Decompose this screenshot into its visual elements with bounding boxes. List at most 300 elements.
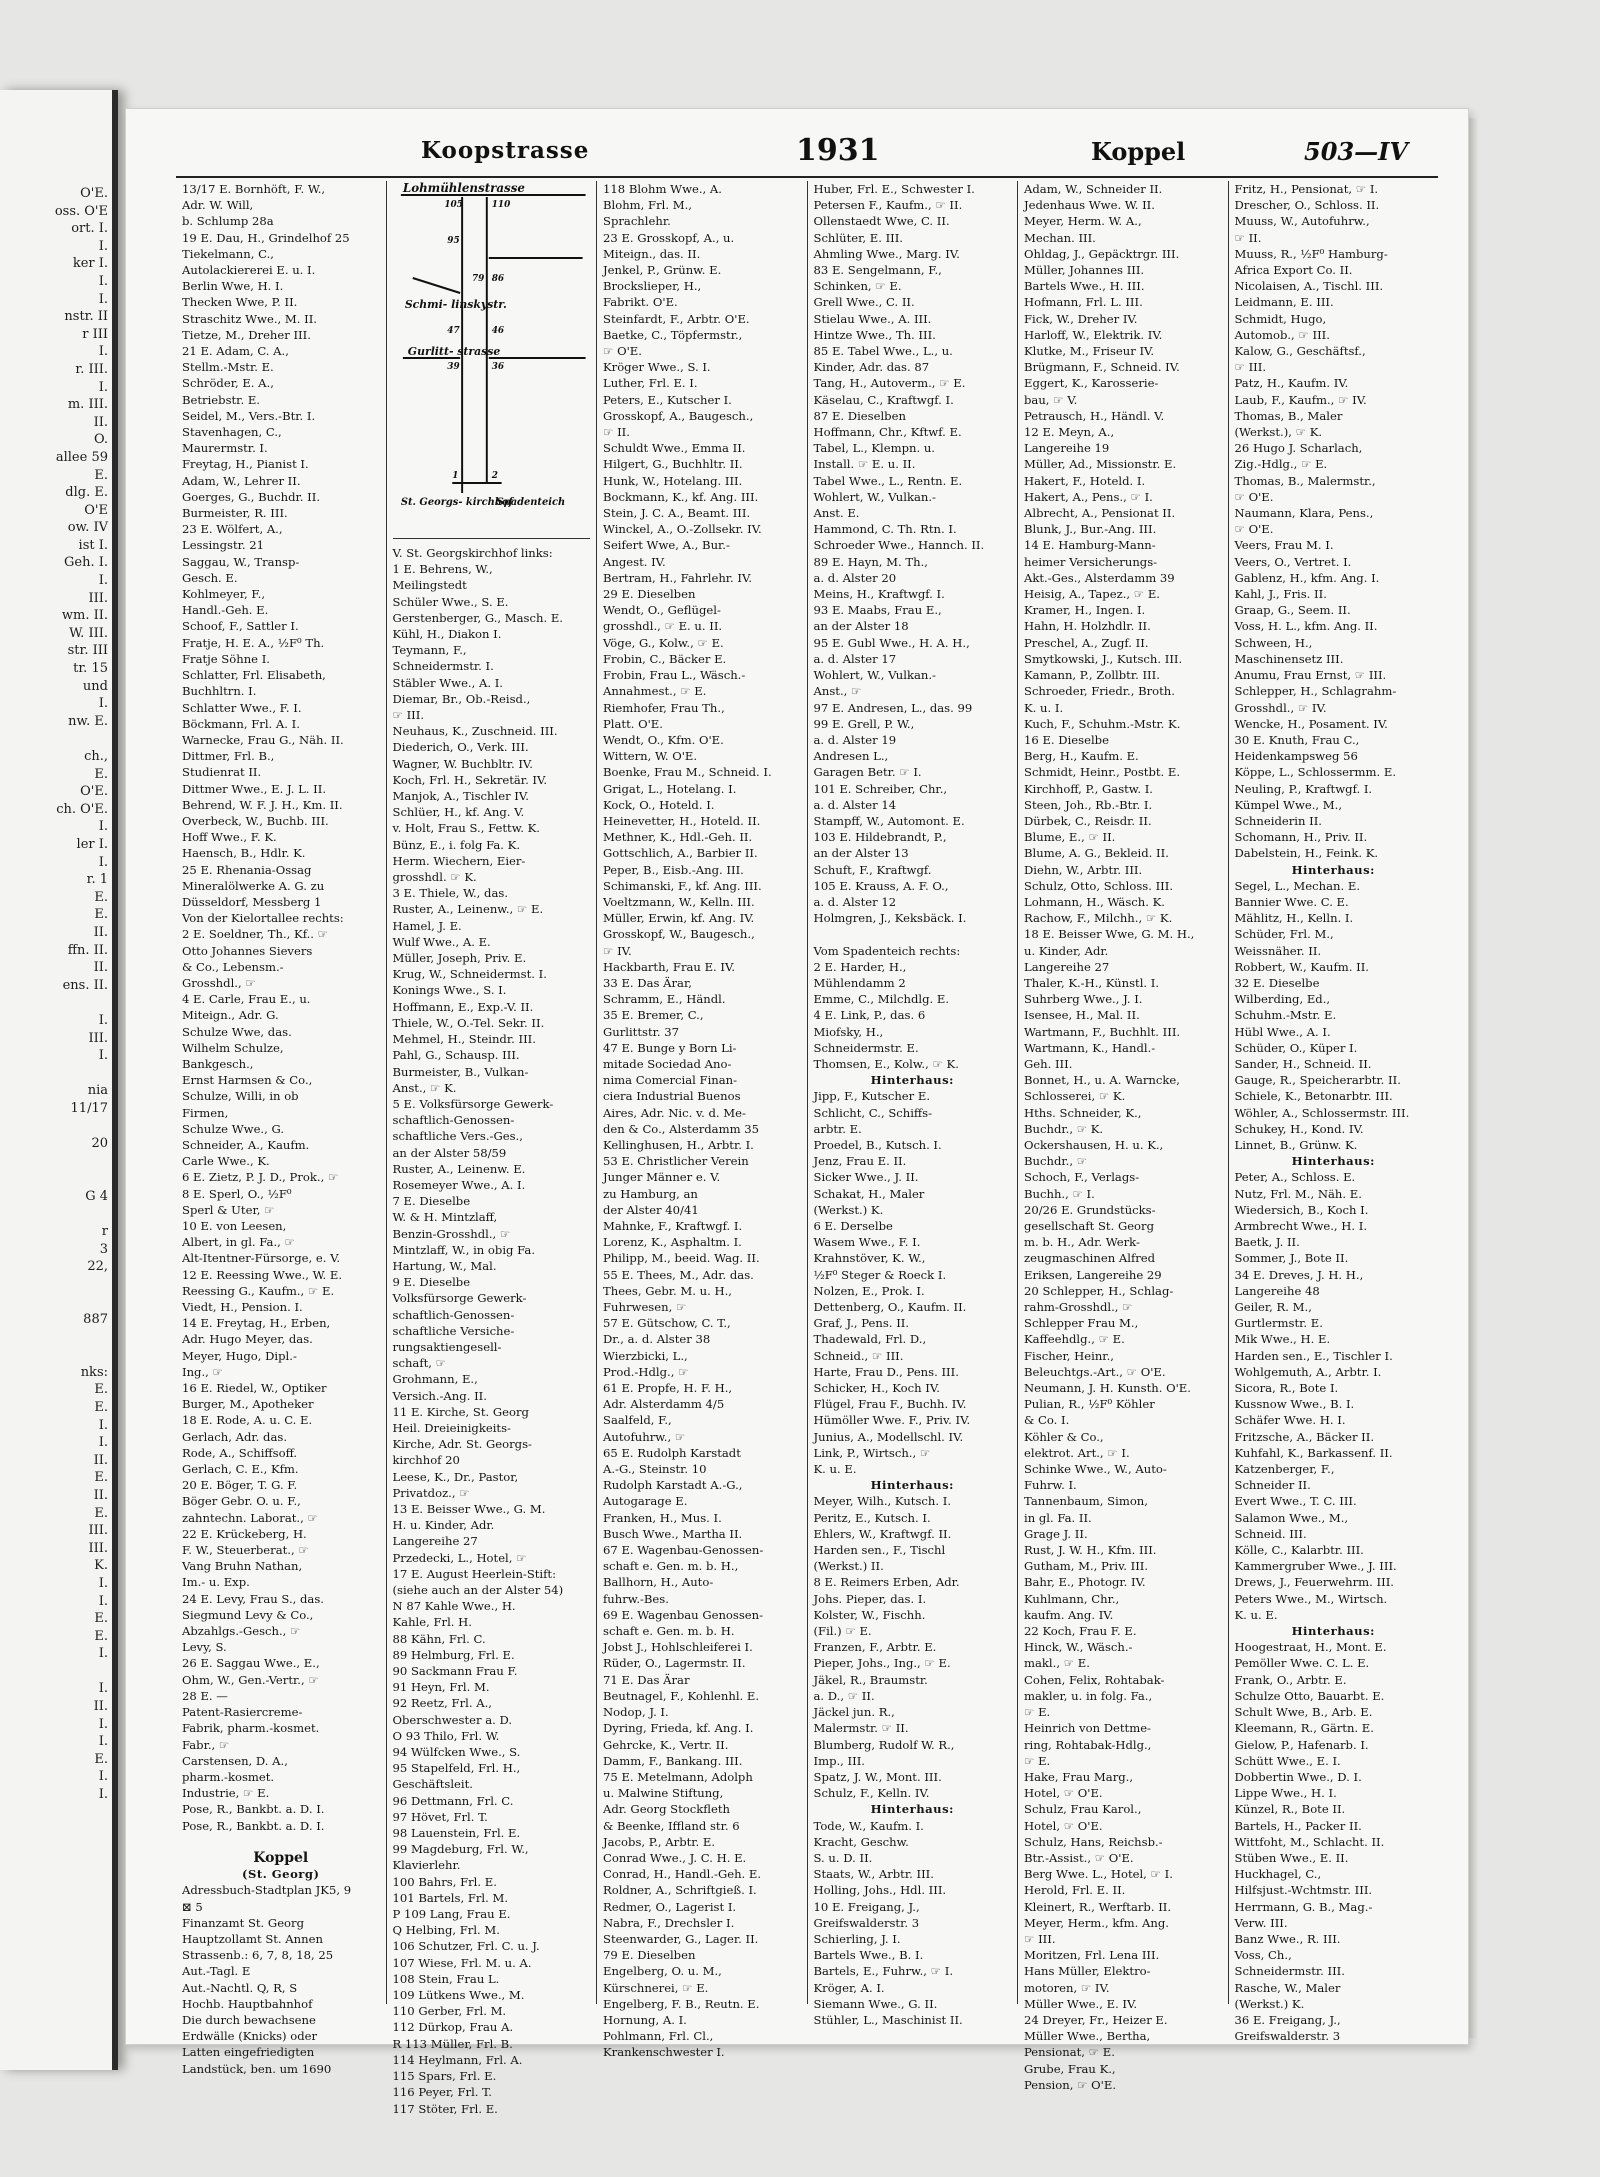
directory-entry: Baetke, C., Töpfermstr.,	[603, 327, 743, 342]
directory-entry: Tang, H., Autoverm., ☞ E.	[813, 376, 966, 391]
directory-entry: Gerlach, Adr. das.	[182, 1429, 288, 1444]
directory-entry: ⊠ 5	[182, 1899, 203, 1914]
directory-entry: Hakert, A., Pens., ☞ I.	[1024, 489, 1153, 504]
fragment-line	[0, 1663, 108, 1681]
map-label-spadenteich: Spadenteich	[496, 496, 565, 509]
directory-entry: 13/17 E. Bornhöft, F. W.,	[182, 182, 326, 196]
directory-entry: Hahn, H. Holzhdlr. II.	[1024, 619, 1151, 634]
directory-entry: Abzahlgs.-Gesch., ☞	[182, 1624, 301, 1639]
directory-entry: 90 Sackmann Frau F.	[392, 1664, 518, 1679]
directory-entry: Petersen F., Kaufm., ☞ II.	[813, 198, 963, 213]
directory-entry: Wittern, W. O'E.	[603, 749, 698, 764]
directory-entry: Lessingstr. 21	[182, 538, 265, 553]
directory-entry: 7 E. Dieselbe	[392, 1194, 471, 1209]
directory-entry: Thiele, W., O.-Tel. Sekr. II.	[392, 1015, 545, 1030]
directory-entry: Fick, W., Dreher IV.	[1024, 311, 1138, 326]
header-street-right: Koppel	[1091, 137, 1186, 166]
directory-entry: Peters, E., Kutscher I.	[603, 392, 732, 407]
directory-entry: Angest. IV.	[603, 554, 666, 569]
directory-entry: Veers, Frau M. I.	[1234, 538, 1334, 553]
directory-entry: Oberschwester a. D.	[392, 1712, 513, 1727]
directory-entry: Meyer, Wilh., Kutsch. I.	[813, 1494, 952, 1509]
directory-entry: bau, ☞ V.	[1024, 392, 1078, 407]
header-rule	[176, 176, 1438, 178]
directory-entry: Schüler Wwe., S. E.	[392, 594, 509, 609]
directory-entry: Müller, Erwin, kf. Ang. IV.	[603, 911, 755, 926]
fragment-line: I.	[98, 1681, 108, 1697]
directory-entry: Pension, ☞ O'E.	[1024, 2077, 1117, 2092]
directory-entry: Conrad Wwe., J. C. H. E.	[603, 1850, 747, 1865]
directory-entry: u. Malwine Stiftung,	[603, 1786, 724, 1801]
directory-entry: Kleemann, R., Gärtn. E.	[1234, 1721, 1374, 1736]
previous-page-text	[0, 90, 108, 1804]
directory-entry: ☞ O'E.	[1234, 522, 1274, 537]
directory-entry: zu Hamburg, an	[603, 1186, 698, 1201]
directory-entry: Kahle, Frl. H.	[392, 1615, 472, 1630]
directory-entry: Eriksen, Langereihe 29	[1024, 1267, 1162, 1282]
directory-entry: Muuss, W., Autofuhrw.,	[1234, 214, 1370, 229]
directory-entry: Schulze, Willi, in ob	[182, 1089, 299, 1104]
directory-entry: Harloff, W., Elektrik. IV.	[1024, 327, 1163, 342]
directory-entry: Muuss, R., ½F⁰ Hamburg-	[1234, 246, 1388, 261]
directory-entry: Schuft, F., Kraftwgf.	[813, 862, 932, 877]
directory-entry: Verw. III.	[1234, 1915, 1288, 1930]
directory-entry: Siemann Wwe., G. II.	[813, 1996, 938, 2011]
directory-entry: 2 E. Soeldner, Th., Kf.. ☞	[182, 927, 329, 942]
fragment-line: E.	[94, 1751, 108, 1767]
directory-entry: Nicolaisen, A., Tischl. III.	[1234, 279, 1384, 294]
directory-entry: Schiele, K., Betonarbtr. III.	[1234, 1089, 1393, 1104]
fragment-line: E.	[94, 889, 108, 905]
directory-entry: schaft, ☞	[392, 1356, 447, 1371]
directory-entry: Hoffmann, E., Exp.-V. II.	[392, 999, 534, 1014]
fragment-line	[0, 1293, 108, 1311]
fragment-line: I.	[98, 1593, 108, 1609]
directory-entry: 97 E. Andresen, L., das. 99	[813, 700, 973, 715]
directory-entry: Pohlmann, Frl. Cl.,	[603, 2029, 714, 2044]
directory-entry: Hilfsjust.-Wchtmstr. III.	[1234, 1883, 1373, 1898]
directory-entry: ☞ O'E.	[1234, 489, 1274, 504]
fragment-line: II.	[93, 1487, 108, 1503]
directory-entry: Linnet, B., Grünw. K.	[1234, 1137, 1358, 1152]
directory-entry: 25 E. Rhenania-Ossag	[182, 862, 312, 877]
directory-entry: Köhler & Co.,	[1024, 1429, 1104, 1444]
directory-entry: Heisig, A., Tapez., ☞ E.	[1024, 587, 1160, 602]
directory-entry: Krahnstöver, K. W.,	[813, 1251, 926, 1266]
directory-entry: 36 E. Freigang, J.,	[1234, 2012, 1341, 2027]
directory-entry: Erdwälle (Knicks) oder	[182, 2029, 318, 2044]
directory-entry: ☞ III.	[1234, 360, 1267, 375]
directory-entry: Proedel, B., Kutsch. I.	[813, 1137, 942, 1152]
directory-entry: Hinterhaus:	[1291, 862, 1375, 877]
fragment-line: ist I.	[78, 537, 108, 553]
directory-entry: Tode, W., Kaufm. I.	[813, 1818, 924, 1833]
directory-entry: Otto Johannes Sievers	[182, 943, 313, 958]
directory-entry: Stein, J. C. A., Beamt. III.	[603, 506, 751, 521]
fragment-line: I.	[98, 344, 108, 360]
directory-entry: 26 Hugo J. Scharlach,	[1234, 441, 1363, 456]
directory-entry: Geh. III.	[1024, 1056, 1073, 1071]
directory-entry: zahntechn. Laborat., ☞	[182, 1510, 318, 1525]
directory-entry: 33 E. Das Ärar,	[603, 975, 692, 990]
directory-entry: 9 E. Dieselbe	[392, 1275, 471, 1290]
directory-entry: Thaler, K.-H., Künstl. I.	[1024, 975, 1160, 990]
fragment-line: oss. O'E	[54, 203, 108, 219]
directory-entry: Schneider II.	[1234, 1478, 1311, 1493]
directory-entry: 10 E. von Leesen,	[182, 1219, 287, 1233]
directory-entry: fuhrw.-Bes.	[603, 1591, 669, 1606]
directory-entry: Schulze Otto, Bauarbt. E.	[1234, 1688, 1385, 1703]
directory-entry: Voss, Ch.,	[1234, 1948, 1292, 1963]
directory-entry: Nodop, J. I.	[603, 1705, 669, 1720]
directory-entry: Emme, C., Milchdlg. E.	[813, 992, 950, 1007]
directory-entry: Reessing G., Kaufm., ☞ E.	[182, 1283, 335, 1298]
directory-entry: 8 E. Sperl, O., ½F⁰	[182, 1186, 292, 1201]
directory-entry: 94 Wülfcken Wwe., S.	[392, 1745, 521, 1760]
directory-entry: Schneid. III.	[1234, 1526, 1307, 1541]
directory-entry: makler, u. in folg. Fa.,	[1024, 1688, 1153, 1703]
directory-entry: Patz, H., Kaufm. IV.	[1234, 376, 1349, 391]
directory-entry: makl., ☞ E.	[1024, 1656, 1090, 1671]
directory-entry: Peritz, E., Kutsch. I.	[813, 1510, 931, 1525]
directory-entry: an der Alster 13	[813, 846, 909, 861]
directory-entry: Holling, Johs., Hdl. III.	[813, 1883, 947, 1898]
fragment-line	[0, 730, 108, 748]
directory-entry: Ehlers, W., Kraftwgf. II.	[813, 1526, 952, 1541]
directory-entry: 8 E. Reimers Erben, Adr.	[813, 1575, 960, 1590]
fragment-line: K.	[94, 1558, 108, 1574]
directory-entry: Schneidermstr. E.	[813, 1040, 919, 1055]
directory-entry: 114 Heylmann, Frl. A.	[392, 2052, 523, 2067]
directory-entry: Böger Gebr. O. u. F.,	[182, 1494, 301, 1509]
directory-entry: Ruster, A., Leinenw. E.	[392, 1161, 526, 1176]
directory-entry: 55 E. Thees, M., Adr. das.	[603, 1267, 754, 1282]
directory-entry: Fratje, H. E. A., ½F⁰ Th.	[182, 635, 325, 650]
directory-entry: Greifswalderstr. 3	[813, 1915, 920, 1930]
map-house-number: 2	[491, 470, 498, 482]
fragment-line	[0, 1329, 108, 1347]
directory-entry: Hans Müller, Elektro-	[1024, 1964, 1151, 1979]
directory-entry: 12 E. Meyn, A.,	[1024, 425, 1115, 440]
directory-entry: Köppe, L., Schlossermm. E.	[1234, 765, 1397, 780]
directory-entry: 22 E. Krückeberg, H.	[182, 1526, 307, 1541]
directory-entry: ☞ II.	[603, 425, 630, 440]
directory-entry: Malermstr. ☞ II.	[813, 1721, 909, 1736]
directory-entry: Schmidt, Hugo,	[1234, 311, 1327, 326]
directory-entry: Schomann, H., Priv. II.	[1234, 830, 1368, 845]
directory-entry: 1 E. Behrens, W.,	[392, 562, 493, 577]
fragment-line	[0, 1205, 108, 1223]
directory-entry: Schüder, O., Küper I.	[1234, 1040, 1358, 1055]
directory-entry: Hunk, W., Hotelang. III.	[603, 473, 743, 488]
directory-entry: 47 E. Bunge y Born Li-	[603, 1040, 737, 1055]
directory-entry: Tiekelmann, C.,	[182, 246, 274, 261]
directory-entry: Wittfoht, M., Schlacht. II.	[1234, 1834, 1385, 1849]
directory-entry: Hammond, C. Th. Rtn. I.	[813, 522, 957, 537]
directory-entry: 85 E. Tabel Wwe., L., u.	[813, 344, 953, 359]
fragment-line: r III	[82, 326, 108, 342]
directory-entry: Spatz, J. W., Mont. III.	[813, 1769, 942, 1784]
fragment-line: O'E.	[80, 784, 108, 800]
directory-entry: Dyring, Frieda, kf. Ang. I.	[603, 1721, 754, 1736]
directory-entry: Dittmer, Frl. B.,	[182, 749, 275, 764]
directory-entry: Junger Männer e. V.	[603, 1170, 721, 1185]
directory-entry: Hoff Wwe., F. K.	[182, 830, 277, 845]
directory-entry: Jäckel jun. R.,	[813, 1705, 895, 1720]
directory-entry: Versich.-Ang. II.	[392, 1388, 487, 1403]
map-label-gurlitt: Gurlitt- strasse	[407, 344, 500, 359]
header-street-left: Koopstrasse	[421, 137, 590, 164]
map-house-number: 79	[471, 273, 484, 285]
directory-entry: Firmen,	[182, 1105, 229, 1120]
directory-entry: Graap, G., Seem. II.	[1234, 603, 1351, 618]
directory-entry: Wohlgemuth, A., Arbtr. I.	[1234, 1364, 1382, 1379]
directory-entry: Kürschnerei, ☞ E.	[603, 1980, 709, 1995]
directory-entry: 110 Gerber, Frl. M.	[392, 2004, 507, 2019]
directory-entry: Install. ☞ E. u. II.	[813, 457, 916, 472]
directory-entry: Vang Bruhn Nathan,	[182, 1559, 303, 1574]
directory-entry: Brockslieper, H.,	[603, 279, 702, 294]
directory-entry: Schneidermstr. I.	[392, 659, 494, 674]
directory-entry: 117 Stöter, Frl. E.	[392, 2101, 498, 2116]
directory-entry: in gl. Fa. II.	[1024, 1510, 1092, 1525]
fragment-line: I.	[98, 1012, 108, 1028]
directory-entry: 24 E. Levy, Frau S., das.	[182, 1591, 324, 1606]
fragment-line	[0, 994, 108, 1012]
directory-entry: Vom Spadenteich rechts:	[813, 943, 961, 958]
fragment-line: I.	[98, 854, 108, 870]
directory-entry: Hoogestraat, H., Mont. E.	[1234, 1640, 1387, 1655]
directory-entry: 93 E. Maabs, Frau E.,	[813, 603, 942, 618]
directory-entry: Schween, H.,	[1234, 635, 1313, 650]
directory-entry: Franken, H., Mus. I.	[603, 1510, 722, 1525]
fragment-line: E.	[94, 1470, 108, 1486]
directory-entry: 75 E. Metelmann, Adolph	[603, 1769, 753, 1784]
directory-entry: Hartung, W., Mal.	[392, 1258, 497, 1273]
directory-entry: a. d. Alster 20	[813, 570, 897, 585]
directory-entry: Kümpel Wwe., M.,	[1234, 797, 1343, 812]
fragment-line: allee 59	[55, 449, 108, 465]
column-3	[597, 181, 808, 2060]
directory-entry: nima Comercial Finan-	[603, 1073, 738, 1088]
directory-entry: 99 Magdeburg, Frl. W.,	[392, 1842, 529, 1857]
directory-entry: Wagner, W. Buchbltr. IV.	[392, 756, 533, 771]
directory-entry: Klutke, M., Friseur IV.	[1024, 344, 1155, 359]
directory-entry: Ing., ☞	[182, 1364, 223, 1379]
directory-entry: schaftlich-Genossen-	[392, 1307, 515, 1322]
directory-entry: 4 E. Link, P., das. 6	[813, 1008, 926, 1023]
fragment-line: E.	[94, 907, 108, 923]
directory-entry: Heinevetter, H., Hoteld. II.	[603, 813, 761, 828]
directory-entry: Krankenschwester I.	[603, 2045, 725, 2060]
directory-entry: Hinterhaus:	[1291, 1624, 1375, 1639]
directory-entry: 108 Stein, Frau L.	[392, 1971, 500, 1986]
directory-entry: Neuling, P., Kraftwgf. I.	[1234, 781, 1373, 796]
directory-entry: Haensch, B., Hdlr. K.	[182, 846, 306, 861]
directory-entry: Diederich, O., Verk. III.	[392, 740, 529, 755]
directory-entry: Roldner, A., Schriftgieß. I.	[603, 1883, 757, 1898]
map-house-number: 47	[446, 325, 460, 337]
directory-entry: Nutz, Frl. M., Näh. E.	[1234, 1186, 1362, 1201]
directory-entry: Benzin-Grosshdl., ☞	[392, 1226, 511, 1241]
directory-entry: Kellinghusen, H., Arbtr. I.	[603, 1137, 754, 1152]
directory-entry: (Fil.) ☞ E.	[813, 1624, 872, 1639]
directory-entry: Laub, F., Kaufm., ☞ IV.	[1234, 392, 1367, 407]
directory-entry: Berlin Wwe, H. I.	[182, 279, 284, 294]
directory-entry: Vöge, G., Kolw., ☞ E.	[603, 635, 724, 650]
directory-entry: 3 E. Thiele, W., das.	[392, 886, 509, 901]
directory-entry: Kracht, Geschw.	[813, 1834, 909, 1849]
directory-entry: V. St. Georgskirchhof links:	[392, 546, 553, 560]
fragment-line: I.	[98, 819, 108, 835]
directory-entry: 67 E. Wagenbau-Genossen-	[603, 1543, 764, 1558]
directory-entry: Stellm.-Mstr. E.	[182, 360, 274, 375]
directory-entry: Blume, E., ☞ II.	[1024, 830, 1116, 845]
header-page-number: 503—IV	[1304, 137, 1408, 166]
fragment-line: E.	[94, 1505, 108, 1521]
directory-entry: Baetk, J. II.	[1234, 1235, 1300, 1250]
directory-entry: Schäfer Wwe. H. I.	[1234, 1413, 1346, 1428]
directory-entry: & Beenke, Iffland str. 6	[603, 1818, 740, 1833]
fragment-line: I.	[98, 379, 108, 395]
directory-entry: 16 E. Riedel, W., Optiker	[182, 1381, 327, 1396]
directory-entry: Kuhlmann, Chr.,	[1024, 1591, 1120, 1606]
directory-entry: Wohlert, W., Vulkan.-	[813, 668, 936, 683]
directory-entry: Düsseldorf, Messberg 1	[182, 894, 322, 909]
directory-entry: Hinterhaus:	[870, 1478, 954, 1493]
directory-entry: elektrot. Art., ☞ I.	[1024, 1445, 1130, 1460]
directory-entry: Hinterhaus:	[1291, 1154, 1375, 1169]
directory-entry: Autogarage E.	[603, 1494, 688, 1509]
fragment-line: I.	[98, 1048, 108, 1064]
fragment-line: I.	[98, 1769, 108, 1785]
directory-entry: Schlüer, H., kf. Ang. V.	[392, 805, 525, 820]
directory-entry: Mehmel, H., Steindr. III.	[392, 1032, 536, 1047]
directory-entry: Riemhofer, Frau Th.,	[603, 700, 725, 715]
directory-entry: Brügmann, F., Schneid. IV.	[1024, 360, 1180, 375]
directory-entry: Hackbarth, Frau E. IV.	[603, 959, 736, 974]
directory-entry: Cohen, Felix, Rohtabak-	[1024, 1672, 1165, 1687]
directory-entry: Schulze Wwe., G.	[182, 1121, 285, 1136]
directory-entry: Hornung, A. I.	[603, 2012, 687, 2027]
directory-entry: Ohm, W., Gen.-Vertr., ☞	[182, 1672, 319, 1687]
directory-entry: v. Holt, Frau S., Fettw. K.	[392, 821, 540, 836]
directory-entry: Schlatter, Frl. Elisabeth,	[182, 668, 326, 683]
directory-entry: Evert Wwe., T. C. III.	[1234, 1494, 1357, 1509]
directory-entry: Adam, W., Schneider II.	[1024, 182, 1163, 196]
directory-entry: Flügel, Frau F., Buchh. IV.	[813, 1397, 967, 1412]
directory-entry: Lippe Wwe., H. I.	[1234, 1786, 1337, 1801]
fragment-line: ort. I.	[71, 221, 108, 237]
directory-entry: Seifert Wwe, A., Bur.-	[603, 538, 730, 553]
directory-entry: Stühler, L., Maschinist II.	[813, 2012, 963, 2027]
directory-entry: Finanzamt St. Georg	[182, 1915, 304, 1930]
directory-entry: Kolster, W., Fischh.	[813, 1607, 926, 1622]
directory-entry: Levy, S.	[182, 1640, 227, 1655]
directory-entry: 107 Wiese, Frl. M. u. A.	[392, 1955, 532, 1970]
directory-entry: Adr. Alsterdamm 4/5	[603, 1397, 725, 1412]
directory-entry: 18 E. Rode, A. u. C. E.	[182, 1413, 313, 1428]
directory-entry: Wilberding, Ed.,	[1234, 992, 1331, 1007]
directory-entry: Ruster, A., Leinenw., ☞ E.	[392, 902, 544, 917]
directory-entry: Kramer, H., Ingen. I.	[1024, 603, 1146, 618]
directory-entry: Thadewald, Frl. D.,	[813, 1332, 927, 1347]
directory-entry: Hübl Wwe., A. I.	[1234, 1024, 1331, 1039]
directory-entry: Moritzen, Frl. Lena III.	[1024, 1948, 1160, 1963]
directory-entry: 101 Bartels, Frl. M.	[392, 1890, 509, 1905]
directory-entry: Adressbuch-Stadtplan JK5, 9	[182, 1883, 352, 1898]
directory-entry: 13 E. Beisser Wwe., G. M.	[392, 1501, 546, 1516]
directory-entry: 6 E. Zietz, P. J. D., Prok., ☞	[182, 1170, 339, 1185]
directory-entry: 118 Blohm Wwe., A.	[603, 182, 722, 196]
directory-entry: ☞ II.	[1234, 230, 1262, 245]
directory-entry: ring, Rohtabak-Hdlg.,	[1024, 1737, 1152, 1752]
directory-entry: Albrecht, A., Pensionat II.	[1024, 506, 1176, 521]
fragment-line: I.	[98, 1734, 108, 1750]
directory-entry: Kalow, G., Geschäftsf.,	[1234, 344, 1366, 359]
directory-entry: Herm. Wiechern, Eier-	[392, 853, 526, 868]
directory-entry: Wulf Wwe., A. E.	[392, 934, 491, 949]
directory-entry: K. u. E.	[1234, 1607, 1278, 1622]
directory-entry: Tietze, M., Dreher III.	[182, 327, 311, 342]
directory-entry: Akt.-Ges., Alsterdamm 39	[1024, 570, 1175, 585]
directory-entry: Hauptzollamt St. Annen	[182, 1931, 323, 1946]
directory-entry: Armbrecht Wwe., H. I.	[1234, 1219, 1368, 1233]
directory-entry: Im.- u. Exp.	[182, 1575, 250, 1590]
fragment-line: II.	[93, 1699, 108, 1715]
directory-entry: Stäbler Wwe., A. I.	[392, 675, 503, 690]
directory-entry: schaft e. Gen. m. b. H.,	[603, 1559, 739, 1574]
directory-entry: Maurermstr. I.	[182, 441, 268, 456]
directory-entry: Schröder, E. A.,	[182, 376, 274, 391]
directory-entry: Drews, J., Feuerwehrm. III.	[1234, 1575, 1394, 1590]
directory-entry: Wartmann, K., Handl.-	[1024, 1040, 1156, 1055]
directory-entry: Sicora, R., Bote I.	[1234, 1381, 1339, 1396]
directory-entry: Gielow, P., Hafenarb. I.	[1234, 1737, 1369, 1752]
directory-entry: Veers, O., Vertret. I.	[1234, 554, 1352, 569]
directory-entry: 26 E. Saggau Wwe., E.,	[182, 1656, 320, 1671]
directory-entry: Huckhagel, C.,	[1234, 1867, 1322, 1882]
directory-entry: 83 E. Sengelmann, F.,	[813, 263, 942, 278]
directory-entry: Boenke, Frau M., Schneid. I.	[603, 765, 772, 780]
directory-entry: Schukey, H., Kond. IV.	[1234, 1121, 1364, 1136]
directory-entry: Wartmann, F., Buchhlt. III.	[1024, 1024, 1181, 1039]
directory-entry: zeugmaschinen Alfred	[1024, 1251, 1156, 1266]
directory-entry: Kirchhoff, P., Gastw. I.	[1024, 781, 1153, 796]
directory-entry: Schlepper, H., Schlagrahm-	[1234, 684, 1397, 699]
directory-entry: Preschel, A., Zugf. II.	[1024, 635, 1149, 650]
directory-entry: Mühlendamm 2	[813, 975, 906, 990]
directory-entry: Schmidt, Heinr., Postbt. E.	[1024, 765, 1181, 780]
fragment-line: ow. IV	[67, 520, 108, 536]
directory-entry: Bannier Wwe. C. E.	[1234, 894, 1349, 909]
directory-entry: an der Alster 18	[813, 619, 909, 634]
directory-entry: & Co., Lebensm.-	[182, 959, 284, 974]
directory-entry: Prod.-Hdlg., ☞	[603, 1364, 689, 1379]
directory-entry: Industrie, ☞ E.	[182, 1786, 270, 1801]
directory-entry: Lohmann, H., Wäsch. K.	[1024, 894, 1165, 909]
header-year: 1931	[796, 133, 880, 168]
directory-entry: Mineralölwerke A. G. zu	[182, 878, 325, 893]
directory-entry: Wilhelm Schulze,	[182, 1040, 284, 1055]
directory-entry: 24 Dreyer, Fr., Heizer E.	[1024, 2012, 1168, 2027]
directory-entry: Isensee, H., Mal. II.	[1024, 1008, 1140, 1023]
directory-entry: Anst., ☞ K.	[392, 1080, 457, 1095]
directory-entry: 79 E. Dieselben	[603, 1948, 696, 1963]
directory-entry: Garagen Betr. ☞ I.	[813, 765, 922, 780]
directory-entry: Hilgert, G., Buchhltr. II.	[603, 457, 743, 472]
directory-entry: Hakert, F., Hoteld. I.	[1024, 473, 1146, 488]
